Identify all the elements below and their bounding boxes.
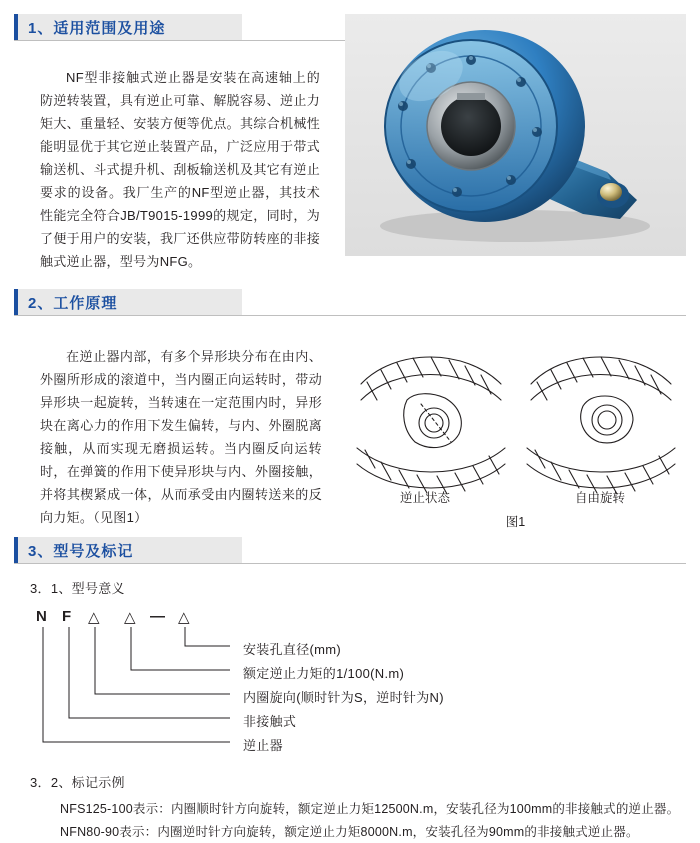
section-title-model: 3、型号及标记	[28, 542, 134, 560]
code-char-tri-2: △	[124, 609, 136, 626]
marking-example-1: NFS125-100表示：内圈顺时针方向旋转，额定逆止力矩12500N.m，安装孔径为100mm的非接触式的逆止器。	[60, 802, 680, 816]
callout-backstop: 逆止器	[243, 738, 283, 753]
figure-caption-left: 逆止状态	[399, 491, 450, 505]
model-meaning-title: 3．1、型号意义	[30, 581, 125, 596]
principle-paragraph: 在逆止器内部，有多个异形块分布在由内、外圈所形成的滚道中，当内圈正向运转时，带动异形块一起旋转，当转速在一定范围内时，异形块在离心力的作用下发生偏转，与内、外圈脱离接触，从而实现无磨损运转。当内圈反向运转时，在弹簧的作用下使异形块与内、外圈接触，并将其楔紧成一体，从而承受由内圈转送来的反向力矩。（见图1）	[40, 349, 322, 525]
principle-diagram-svg	[345, 340, 686, 500]
code-char-n: N	[36, 608, 47, 625]
callout-bore-diameter: 安装孔直径(mm)	[243, 642, 342, 657]
model-leader-lines	[30, 624, 260, 764]
section-rule-model	[14, 563, 686, 564]
product-photo	[345, 14, 686, 256]
section-title-scope: 1、适用范围及用途	[28, 19, 166, 37]
product-photo-illustration	[345, 14, 686, 256]
section-header-accent-bar	[14, 14, 18, 40]
callout-rated-torque: 额定逆止力矩的1/100(N.m)	[243, 666, 405, 681]
code-char-f: F	[62, 608, 72, 625]
callout-non-contact: 非接触式	[243, 714, 297, 729]
section-title-principle: 2、工作原理	[28, 294, 118, 312]
section-header-accent-bar-2	[14, 289, 18, 315]
marking-example-2: NFN80-90表示：内圈逆时针方向旋转，额定逆止力矩8000N.m，安装孔径为90mm的非接触式逆止器。	[60, 825, 639, 839]
principle-diagram	[345, 340, 686, 500]
code-char-tri-1: △	[88, 609, 100, 626]
section-rule-principle	[14, 315, 686, 316]
section-header-principle	[14, 289, 686, 315]
section-header-model	[14, 537, 686, 563]
figure-caption-right: 自由旋转	[574, 491, 625, 505]
section-header-accent-bar-3	[14, 537, 18, 563]
code-char-dash: —	[150, 608, 165, 625]
code-char-tri-3: △	[178, 609, 190, 626]
scope-paragraph: NF型非接触式逆止器是安装在高速轴上的防逆转装置，具有逆止可靠、解脱容易、逆止力矩大、重量轻、安装方便等优点。其综合机械性能明显优于其它逆止装置产品，广泛应用于带式输送机、斗式提升机、刮板输送机及其它有逆止要求的设备。我厂生产的NF型逆止器，其技术性能完全符合JB/T9015-1999的规定，同时，为了便于用户的安装，我厂还供应带防转座的非接触式逆止器，型号为NFG。	[40, 70, 320, 269]
marking-example-title: 3．2、标记示例	[30, 775, 125, 790]
callout-rotation-direction: 内圈旋向(顺时针为S，逆时针为N)	[243, 690, 444, 705]
figure-number: 图1	[505, 515, 526, 529]
